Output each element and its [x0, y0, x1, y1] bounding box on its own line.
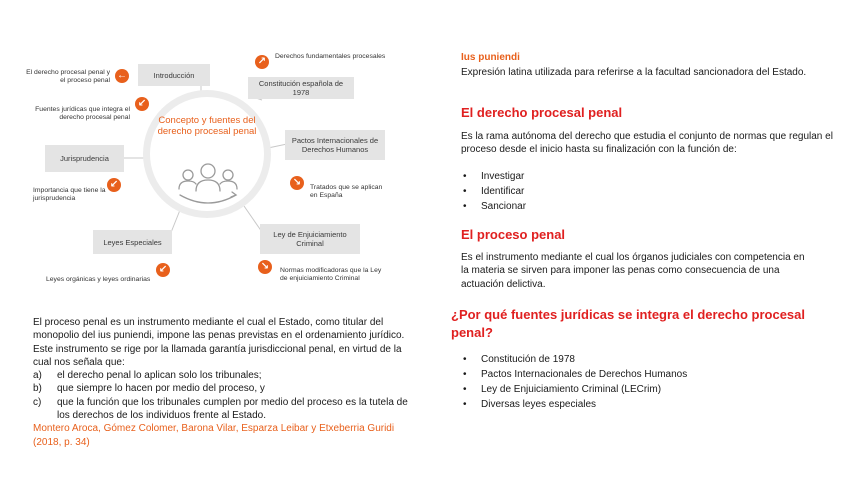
- people-group-icon: [168, 155, 248, 207]
- list-item: • Identificar: [461, 184, 526, 199]
- box-leyes-especiales: Leyes Especiales: [93, 230, 172, 254]
- citation: Montero Aroca, Gómez Colomer, Barona Vilar, Esparza Leibar y Etxeberria Guridi (2018, p. 34): [33, 423, 395, 448]
- list-item: • Diversas leyes especiales: [461, 397, 687, 412]
- note-leyes-organicas: Leyes orgánicas y leyes ordinarias: [46, 276, 151, 283]
- list-item: • Ley de Enjuiciamiento Criminal (LECrim): [461, 382, 687, 397]
- ius-puniendi-title: Ius puniendi: [461, 52, 520, 63]
- arrow-down-right-icon: ↘: [258, 260, 272, 274]
- left-text-block: [33, 316, 418, 449]
- proceso-intro-paragraph: El proceso penal es un instrumento mediante el cual el Estado, como titular del monopolio del ius puniendi, impone las penas previstas en el ordenamiento jurídico. Este instrumento se rige por la llamada garantía jurisdiccional penal, en virtud de la cual nos señala que:: [33, 317, 405, 368]
- box-pactos: Pactos Internacionales de Derechos Humanos: [285, 130, 385, 160]
- proceso-penal-text: Es el instrumento mediante el cual los órganos judiciales con competencia en la materia se sirven para imponer las penas como consecuencia de una actuación delictiva.: [461, 252, 805, 290]
- note-normas-modificadoras: Normas modificadoras que la Ley de enjuiciamiento Criminal: [280, 267, 382, 283]
- center-title: Concepto y fuentes del derecho procesal penal: [157, 115, 257, 138]
- list-item: • Constitución de 1978: [461, 352, 687, 367]
- list-item: [33, 382, 418, 395]
- list-item: [33, 369, 418, 382]
- arrow-down-left-icon: ↙: [156, 263, 170, 277]
- concept-diagram: [0, 0, 440, 300]
- note-derecho-proceso: El derecho procesal penal y el proceso penal: [26, 69, 110, 85]
- arrow-up-right-icon: ↗: [255, 55, 269, 69]
- arrow-down-left-icon: ↙: [135, 97, 149, 111]
- arrow-down-left-icon: ↙: [107, 178, 121, 192]
- list-item-text: el derecho penal lo aplican solo los tribunales;: [57, 370, 262, 382]
- box-ley-enjuiciamiento: Ley de Enjuiciamiento Criminal: [260, 224, 360, 254]
- arrow-down-right-icon: ↘: [290, 176, 304, 190]
- note-importancia: Importancia que tiene la jurisprudencia: [33, 187, 106, 203]
- fuentes-title: ¿Por qué fuentes jurídicas se integra el derecho procesal penal?: [451, 307, 806, 340]
- list-item-label: a): [33, 370, 42, 382]
- list-item: • Sancionar: [461, 199, 526, 214]
- derecho-procesal-text: Es la rama autónoma del derecho que estudia el conjunto de normas que regulan el proceso desde el inicio hasta su finalización con la función de:: [461, 131, 833, 156]
- fuentes-bullets: [461, 352, 687, 412]
- derecho-procesal-bullets: [461, 169, 526, 214]
- list-item-text: que siempre lo hacen por medio del proceso, y: [57, 383, 265, 395]
- note-tratados: Tratados que se aplican en España: [310, 184, 383, 200]
- proceso-penal-title: El proceso penal: [461, 227, 566, 242]
- note-fuentes-juridicas: Fuentes jurídicas que integra el derecho procesal penal: [35, 106, 130, 122]
- list-item: • Investigar: [461, 169, 526, 184]
- arrow-left-icon: ←: [117, 70, 127, 81]
- box-introduccion: Introducción: [138, 64, 210, 86]
- list-item-text: que la función que los tribunales cumplen por medio del proceso es la tutela de los derechos de los individuos frente al Estado.: [57, 396, 408, 422]
- derecho-procesal-title: El derecho procesal penal: [461, 105, 623, 120]
- list-item-label: c): [33, 396, 42, 408]
- list-item: [33, 396, 418, 423]
- box-jurisprudencia: Jurisprudencia: [45, 145, 124, 172]
- ius-puniendi-text: Expresión latina utilizada para referirse a la facultad sancionadora del Estado.: [461, 67, 807, 78]
- note-derechos-fundamentales: Derechos fundamentales procesales: [275, 53, 386, 60]
- list-item: • Pactos Internacionales de Derechos Humanos: [461, 367, 687, 382]
- list-item-label: b): [33, 383, 42, 395]
- box-constitucion: Constitución española de 1978: [248, 77, 354, 99]
